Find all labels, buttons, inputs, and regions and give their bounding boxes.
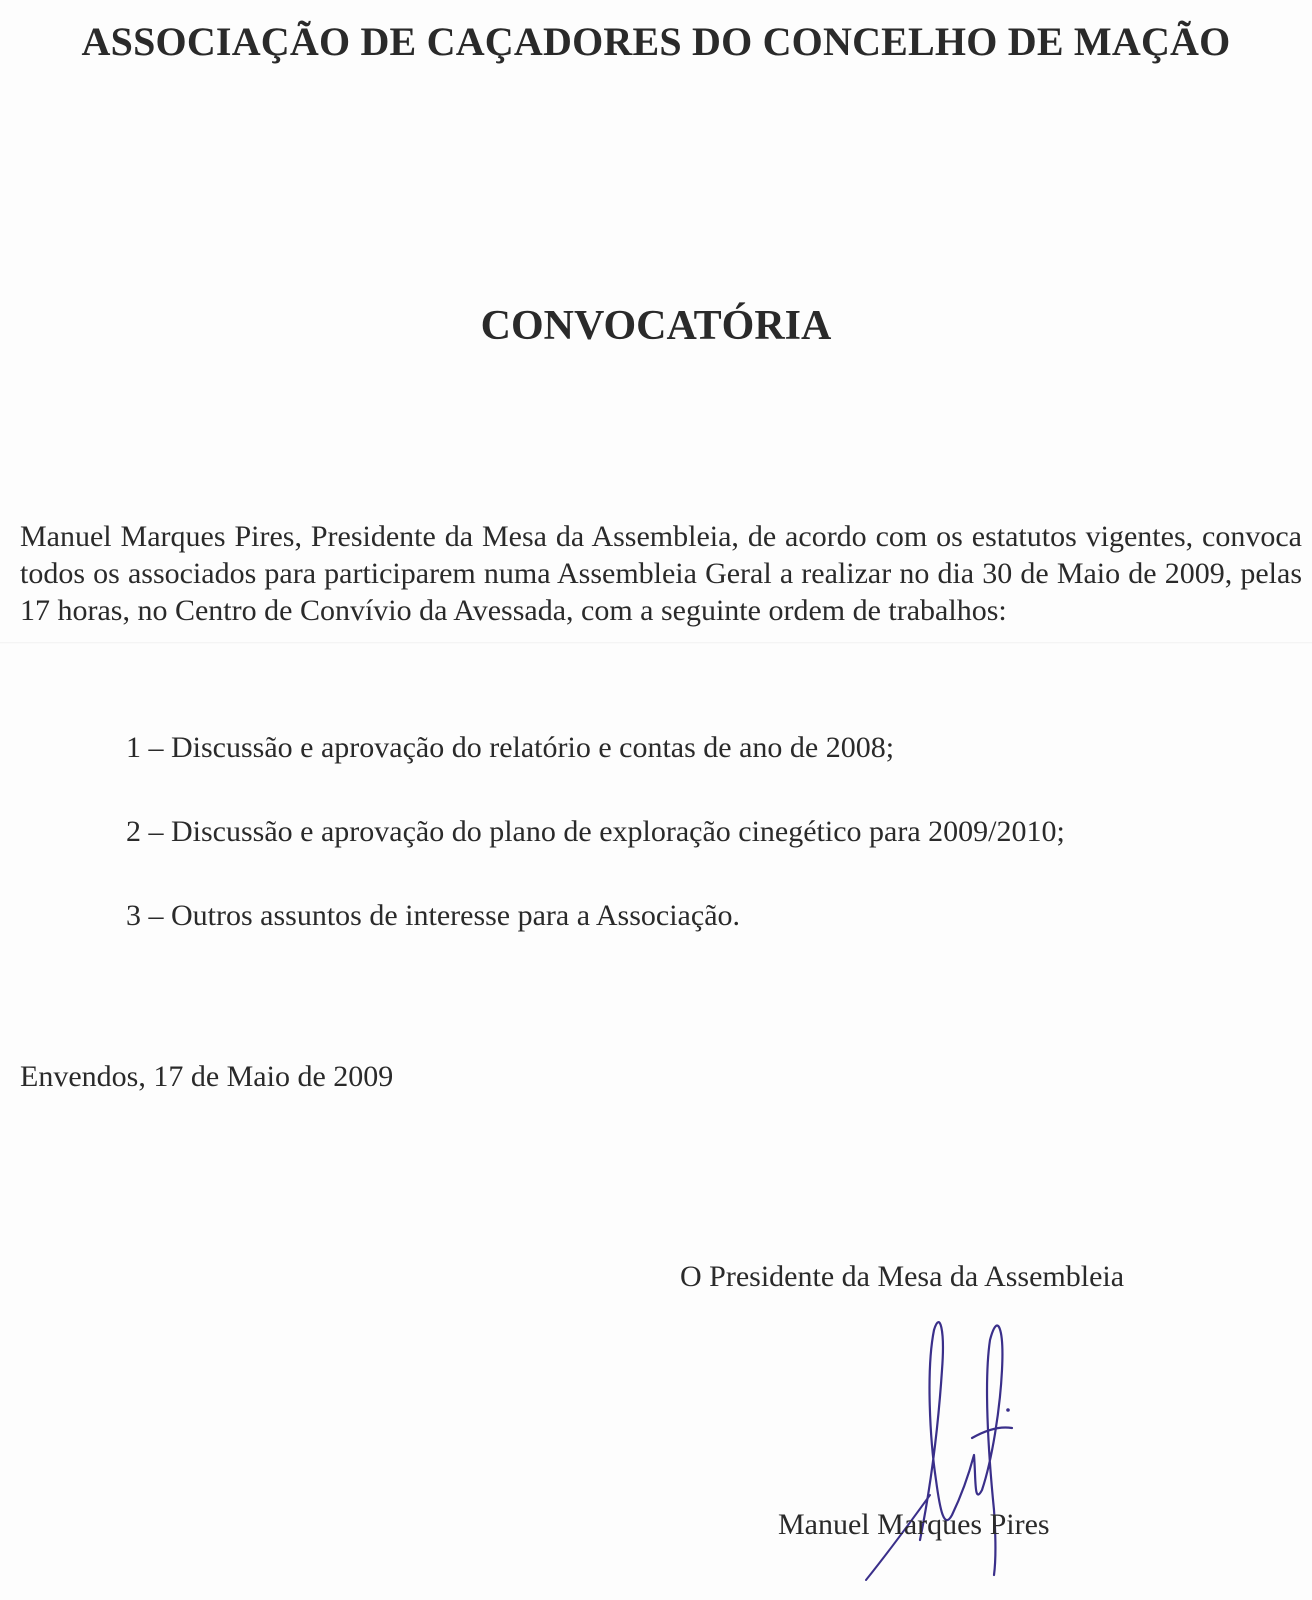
handwritten-signature bbox=[860, 1290, 1080, 1590]
signature-stroke bbox=[972, 1427, 1012, 1438]
body-paragraph: Manuel Marques Pires, Presidente da Mesa da Assembleia, de acordo com os estatutos vigentes, convoca todos os associados para participarem numa Assembleia Geral a realizar no dia 30 de Maio de 2009, pelas 17 horas, no Centro de Convívio da Avessada, com a seguinte ordem de trabalhos: bbox=[20, 520, 1302, 627]
signatory-role: O Presidente da Mesa da Assembleia bbox=[680, 1260, 1125, 1293]
signatory-name: Manuel Marques Pires bbox=[778, 1508, 1050, 1541]
agenda-item: 1 – Discussão e aprovação do relatório e contas de ano de 2008; bbox=[126, 731, 895, 764]
agenda-item: 3 – Outros assuntos de interesse para a Associação. bbox=[126, 899, 741, 932]
document-title: CONVOCATÓRIA bbox=[480, 303, 832, 349]
paper-fold-line bbox=[0, 642, 1312, 644]
signature-dot bbox=[1006, 1408, 1010, 1412]
association-header: ASSOCIAÇÃO DE CAÇADORES DO CONCELHO DE MAÇÃO bbox=[81, 19, 1231, 64]
place-and-date: Envendos, 17 de Maio de 2009 bbox=[20, 1060, 394, 1093]
agenda-item: 2 – Discussão e aprovação do plano de exploração cinegético para 2009/2010; bbox=[126, 815, 1065, 848]
agenda-list bbox=[126, 728, 1296, 980]
